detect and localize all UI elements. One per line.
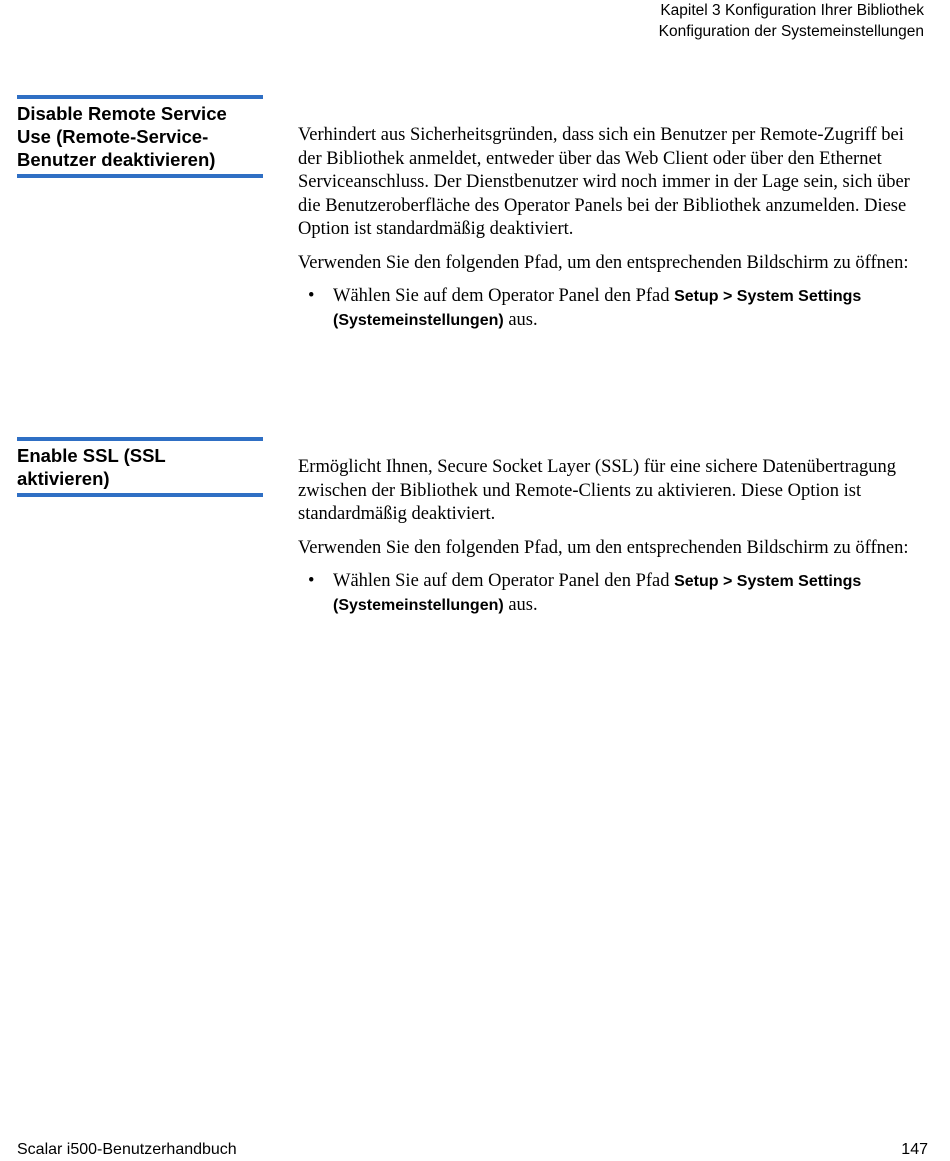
header-chapter: Kapitel 3 Konfiguration Ihrer Bibliothek (660, 2, 924, 19)
section-sidebar (17, 95, 263, 178)
running-header (659, 0, 924, 42)
path-bullet (298, 285, 928, 332)
section-sidebar (17, 437, 263, 497)
bullet-text: Wählen Sie auf dem Operator Panel den Pfad (333, 571, 675, 591)
section-heading: Enable SSL (SSL aktivieren) (17, 445, 166, 489)
heading-bottom-rule (17, 174, 263, 178)
page-number: 147 (901, 1141, 928, 1158)
description-paragraph: Ermöglicht Ihnen, Secure Socket Layer (SSL) für eine sichere Datenübertragung zwischen der Bibliothek und Remote-Clients zu aktivieren. Diese Option ist standardmäßig deaktiviert. (298, 457, 896, 524)
bullet-text: Wählen Sie auf dem Operator Panel den Pfad (333, 286, 675, 306)
manual-title: Scalar i500-Benutzerhandbuch (17, 1141, 237, 1158)
bullet-suffix: aus. (503, 594, 538, 615)
bullet-suffix: aus. (503, 309, 538, 330)
instruction-paragraph: Verwenden Sie den folgenden Pfad, um den entsprechenden Bildschirm zu öffnen: (298, 537, 909, 558)
section-heading: Disable Remote Service Use (Remote-Service-Benutzer deaktivieren) (17, 103, 227, 170)
heading-bottom-rule (17, 493, 263, 497)
description-paragraph: Verhindert aus Sicherheitsgründen, dass sich ein Benutzer per Remote-Zugriff bei der Bibliothek anmeldet, entweder über das Web Client oder über den Ethernet Serviceanschluss. Der Dienstbenutzer wird noch immer in der Lage sein, sich über die Benutzeroberfläche des Operator Panels bei der Bibliothek anzumelden. Diese Option ist standardmäßig deaktiviert. (298, 125, 910, 239)
ui-path: Setup > System Settings (Systemeinstellungen) (333, 288, 862, 329)
page-footer (17, 1141, 928, 1159)
bullet-dot-icon: • (308, 571, 315, 591)
path-bullet (298, 570, 928, 617)
instruction-paragraph: Verwenden Sie den folgenden Pfad, um den entsprechenden Bildschirm zu öffnen: (298, 252, 909, 273)
section-body (298, 456, 928, 617)
header-section: Konfiguration der Systemeinstellungen (658, 23, 924, 40)
section-body (298, 124, 928, 332)
bullet-dot-icon: • (308, 286, 315, 306)
ui-path: Setup > System Settings (Systemeinstellungen) (333, 573, 862, 614)
